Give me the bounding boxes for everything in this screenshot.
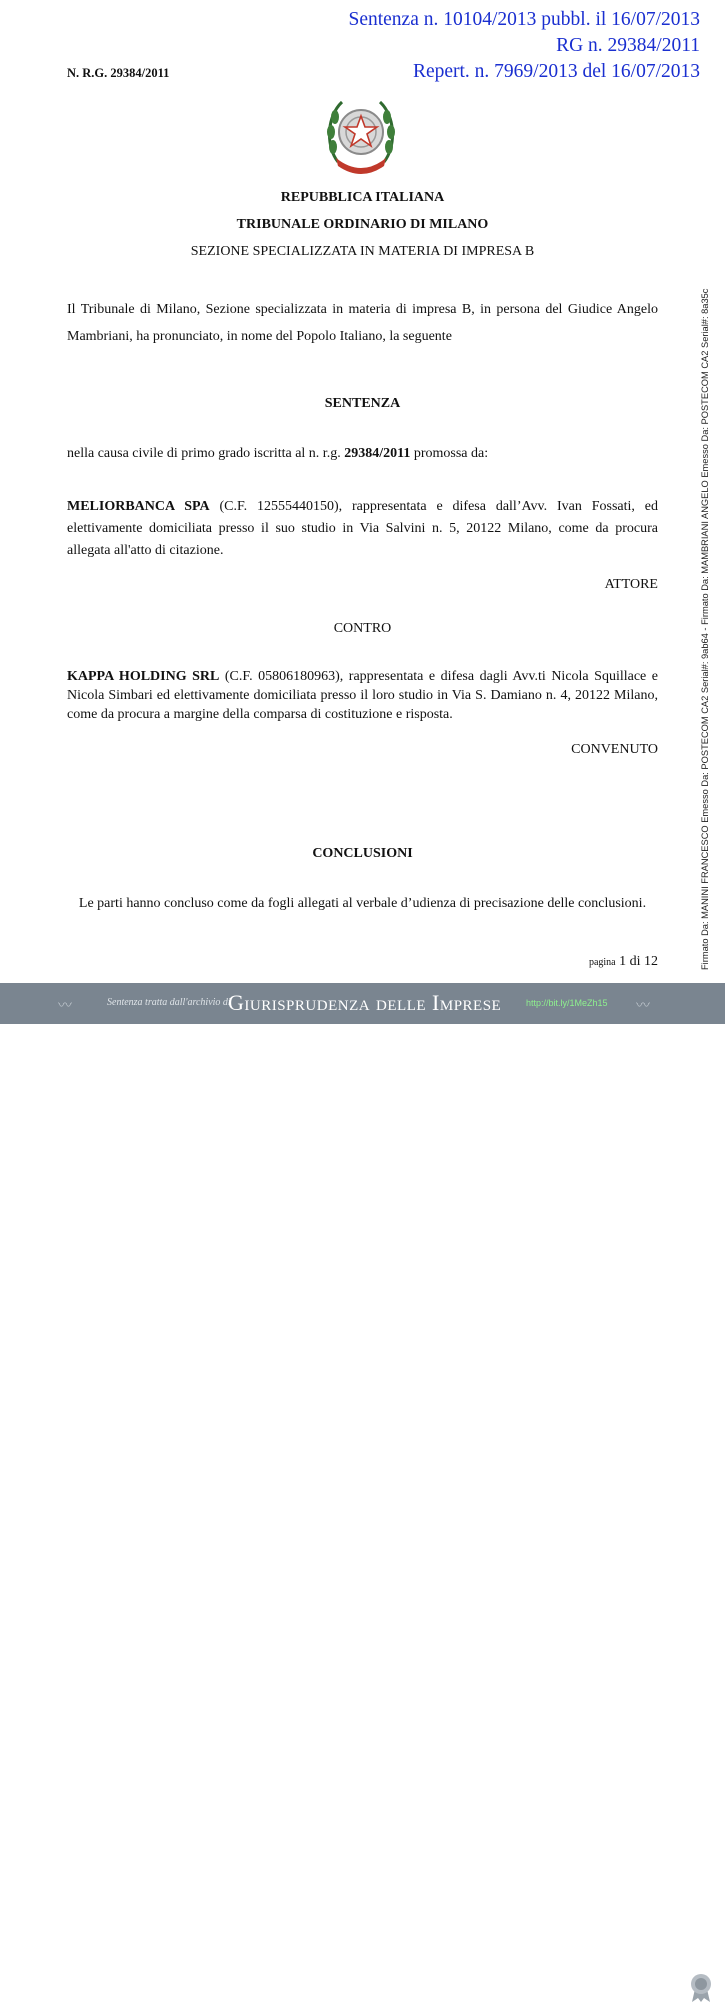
emblem-of-italy-icon bbox=[324, 92, 398, 176]
footer-banner bbox=[0, 983, 725, 1024]
section-title: SEZIONE SPECIALIZZATA IN MATERIA DI IMPRESA B bbox=[190, 244, 535, 259]
case-number: 29384/2011 bbox=[344, 446, 411, 461]
footer-archive-text: Sentenza tratta dall'archivio di bbox=[107, 997, 231, 1008]
convenuto-paragraph: KAPPA HOLDING SRL (C.F. 05806180963), rappresentata e difesa dagli Avv.ti Nicola Squillace e Nicola Simbari ed elettivamente domiciliata presso il loro studio in Via S. Damiano n. 4, 20122 Milano, come da procura a margine della comparsa di costituzione e risposta. bbox=[67, 669, 659, 722]
causa-line: nella causa civile di primo grado iscritta al n. r.g. 29384/2011 promossa da: bbox=[67, 446, 489, 461]
contro-heading: CONTRO bbox=[333, 621, 392, 636]
attore-role: ATTORE bbox=[604, 577, 658, 592]
attore-paragraph: MELIORBANCA SPA (C.F. 12555440150), rappresentata e difesa dall’Avv. Ivan Fossati, ed elettivamente domiciliata presso il suo studio in Via Salvini n. 5, 20122 Milano, come da procura allegata all'atto di citazione. bbox=[67, 499, 658, 558]
footer-brand: Giurisprudenza delle Imprese bbox=[228, 990, 502, 1015]
nrg-label: N. R.G. 29384/2011 bbox=[67, 66, 170, 80]
convenuto-role: CONVENUTO bbox=[571, 742, 658, 757]
sentenza-heading: SENTENZA bbox=[324, 396, 401, 411]
sentence-number: Sentenza n. 10104/2013 pubbl. il 16/07/2013 bbox=[348, 9, 700, 30]
conclusioni-heading: CONCLUSIONI bbox=[312, 846, 413, 861]
republic-title: REPUBBLICA ITALIANA bbox=[280, 190, 445, 205]
court-title: TRIBUNALE ORDINARIO DI MILANO bbox=[236, 217, 489, 232]
rosette-seal-icon bbox=[688, 1973, 714, 2003]
page-number: pagina 1 di 12 bbox=[588, 954, 658, 969]
intro-paragraph: Il Tribunale di Milano, Sezione specializzata in materia di impresa B, in persona del Giudice Angelo Mambriani, ha pronunciato, in nome del Popolo Italiano, la seguente bbox=[67, 302, 658, 344]
registry-header bbox=[348, 7, 700, 85]
convenuto-name: KAPPA HOLDING SRL bbox=[67, 669, 220, 684]
attore-name: MELIORBANCA SPA bbox=[67, 499, 210, 514]
swirl-right-icon: 〰 bbox=[636, 999, 650, 1014]
footer-link[interactable]: http://bit.ly/1MeZh15 bbox=[526, 998, 608, 1008]
swirl-left-icon: 〰 bbox=[58, 999, 72, 1014]
conclusioni-text: Le parti hanno concluso come da fogli allegati al verbale d’udienza di precisazione delle conclusioni. bbox=[78, 896, 647, 911]
repertorio-number: Repert. n. 7969/2013 del 16/07/2013 bbox=[412, 61, 700, 82]
rg-number: RG n. 29384/2011 bbox=[556, 35, 700, 56]
